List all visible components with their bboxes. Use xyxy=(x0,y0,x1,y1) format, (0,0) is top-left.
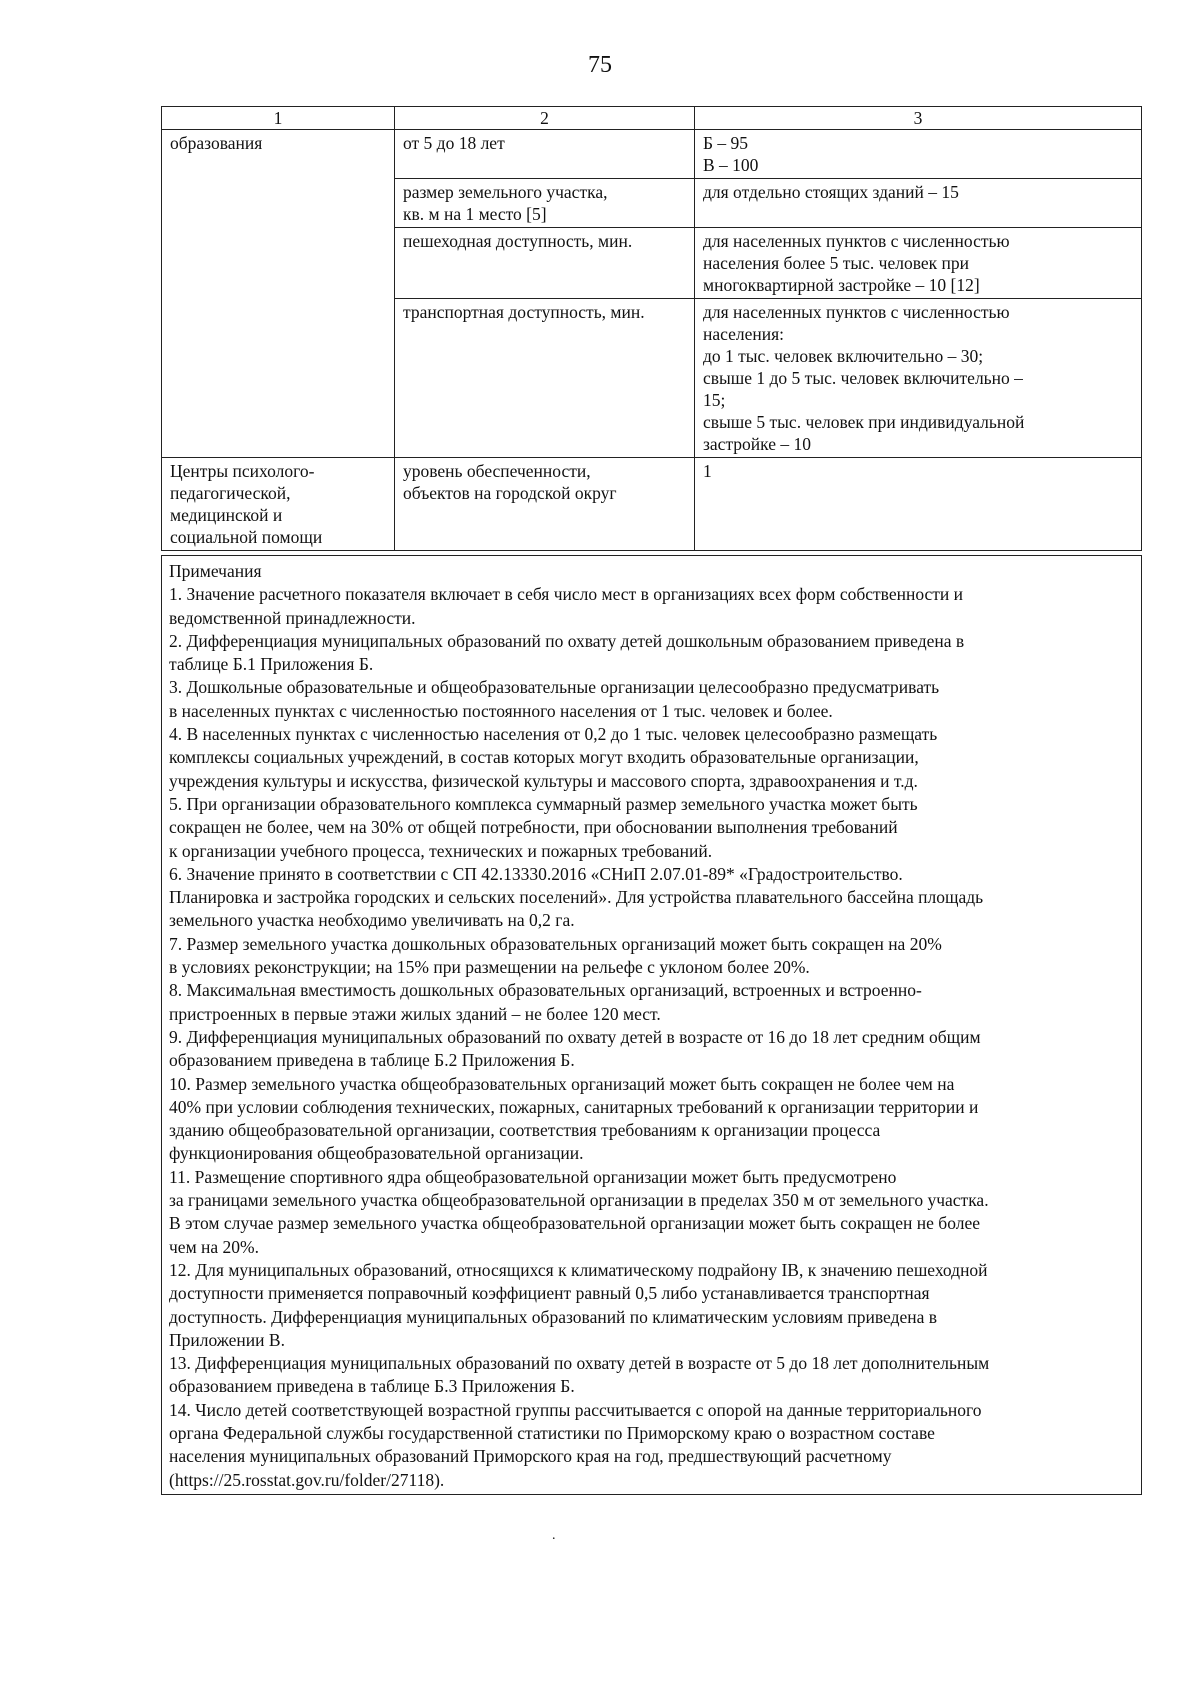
value-cell xyxy=(695,299,1142,458)
note-line: к организации учебного процесса, технических и пожарных требований. xyxy=(169,840,713,861)
value-line: многоквартирной застройке – 10 [12] xyxy=(703,275,980,295)
note-line: органа Федеральной службы государственной статистики по Приморскому краю о возрастном составе xyxy=(169,1422,935,1443)
note-item xyxy=(169,863,1135,933)
table-row xyxy=(162,130,1142,179)
note-line: доступности применяется поправочный коэффициент равный 0,5 либо устанавливается транспортная xyxy=(169,1283,930,1304)
note-line: (https://25.rosstat.gov.ru/folder/27118). xyxy=(169,1469,445,1490)
note-item xyxy=(169,1399,1135,1492)
value-line: до 1 тыс. человек включительно – 30; xyxy=(703,346,984,366)
note-line: комплексы социальных учреждений, в состав которых могут входить образовательные организации, xyxy=(169,747,919,768)
note-line: В этом случае размер земельного участка общеобразовательной организации может быть сокращен не более xyxy=(169,1213,980,1234)
category-line: медицинской и xyxy=(170,505,283,525)
note-item xyxy=(169,1259,1135,1352)
note-line: 14. Число детей соответствующей возрастной группы рассчитывается с опорой на данные территориального xyxy=(169,1399,982,1420)
category-cell xyxy=(162,130,395,458)
note-line: таблице Б.1 Приложения Б. xyxy=(169,654,374,675)
note-line: 3. Дошкольные образовательные и общеобразовательные организации целесообразно предусматривать xyxy=(169,677,940,698)
note-line: 11. Размещение спортивного ядра общеобразовательной организации может быть предусмотрено xyxy=(169,1166,897,1187)
standards-table xyxy=(161,106,1142,551)
value-line: населения: xyxy=(703,324,785,344)
parameter-cell: от 5 до 18 лет xyxy=(395,130,695,179)
note-line: в условиях реконструкции; на 15% при размещении на рельефе с уклоном более 20%. xyxy=(169,957,810,978)
value-line: В – 100 xyxy=(703,155,759,175)
note-line: 13. Дифференциация муниципальных образований по охвату детей в возрасте от 5 до 18 лет дополнительным xyxy=(169,1353,990,1374)
category-line: социальной помощи xyxy=(170,527,323,547)
value-line: застройке – 10 xyxy=(703,434,812,454)
value-cell xyxy=(695,130,1142,179)
value-line: свыше 1 до 5 тыс. человек включительно – xyxy=(703,368,1023,388)
note-line: 1. Значение расчетного показателя включает в себя число мест в организациях всех форм собственности и xyxy=(169,584,964,605)
note-line: 9. Дифференциация муниципальных образований по охвату детей в возрасте от 16 до 18 лет средним общим xyxy=(169,1026,981,1047)
note-line: ведомственной принадлежности. xyxy=(169,607,416,628)
stray-mark: . xyxy=(552,1528,556,1543)
parameter-line: пешеходная доступность, мин. xyxy=(403,231,633,251)
parameter-line: размер земельного участка, xyxy=(403,182,608,202)
category-line: Центры психолого- xyxy=(170,461,315,481)
notes-section xyxy=(161,555,1142,1495)
note-line: чем на 20%. xyxy=(169,1236,259,1257)
category-line: педагогической, xyxy=(170,483,291,503)
note-line: 4. В населенных пунктах с численностью населения от 0,2 до 1 тыс. человек целесообразно размещать xyxy=(169,724,938,745)
note-line: за границами земельного участка общеобразовательной организации в пределах 350 м от земельного участка. xyxy=(169,1190,989,1211)
note-item xyxy=(169,583,1135,630)
note-line: 10. Размер земельного участка общеобразовательных организаций может быть сокращен не более чем на xyxy=(169,1073,955,1094)
parameter-line: объектов на городской округ xyxy=(403,483,617,503)
note-line: населения муниципальных образований Приморского края на год, предшествующий расчетному xyxy=(169,1446,892,1467)
column-header: 1 xyxy=(162,107,395,130)
note-line: 2. Дифференциация муниципальных образований по охвату детей дошкольным образованием приведена в xyxy=(169,630,965,651)
parameter-cell xyxy=(395,299,695,458)
note-item xyxy=(169,933,1135,980)
note-item xyxy=(169,1166,1135,1259)
value-cell xyxy=(695,179,1142,228)
note-line: доступность. Дифференциация муниципальных образований по климатическим условиям приведена в xyxy=(169,1306,938,1327)
note-line: Планировка и застройка городских и сельских поселений». Для устройства плавательного бассейна площадь xyxy=(169,887,984,908)
value-cell: 1 xyxy=(695,458,1142,551)
note-line: 40% при условии соблюдения технических, пожарных, санитарных требований к организации территории и xyxy=(169,1096,979,1117)
note-line: учреждения культуры и искусства, физической культуры и массового спорта, здравоохранения и т.д. xyxy=(169,770,918,791)
note-line: 12. Для муниципальных образований, относящихся к климатическому подрайону IВ, к значению пешеходной xyxy=(169,1259,988,1280)
parameter-cell xyxy=(395,228,695,299)
note-item xyxy=(169,979,1135,1026)
note-line: земельного участка необходимо увеличивать на 0,2 га. xyxy=(169,910,575,931)
notes-list xyxy=(169,583,1135,1492)
note-item xyxy=(169,630,1135,677)
category-cell xyxy=(162,458,395,551)
value-line: свыше 5 тыс. человек при индивидуальной xyxy=(703,412,1025,432)
page-number: 75 xyxy=(588,52,612,78)
note-line: 5. При организации образовательного комплекса суммарный размер земельного участка может быть xyxy=(169,793,918,814)
category-label: образования xyxy=(170,133,263,153)
note-line: образованием приведена в таблице Б.2 Приложения Б. xyxy=(169,1050,575,1071)
column-header: 3 xyxy=(695,107,1142,130)
value-line: для населенных пунктов с численностью xyxy=(703,231,1010,251)
note-line: в населенных пунктах с численностью постоянного населения от 1 тыс. человек и более. xyxy=(169,700,833,721)
parameter-line: транспортная доступность, мин. xyxy=(403,302,645,322)
note-item xyxy=(169,676,1135,723)
note-line: пристроенных в первые этажи жилых зданий – не более 120 мест. xyxy=(169,1003,661,1024)
table-header-row xyxy=(162,107,1142,130)
value-line: для населенных пунктов с численностью xyxy=(703,302,1010,322)
note-item xyxy=(169,1352,1135,1399)
note-line: 6. Значение принято в соответствии с СП 42.13330.2016 «СНиП 2.07.01-89* «Градостроительство. xyxy=(169,863,903,884)
parameter-cell xyxy=(395,179,695,228)
table-row xyxy=(162,458,1142,551)
value-line: Б – 95 xyxy=(703,133,749,153)
parameter-cell xyxy=(395,458,695,551)
note-line: Приложении В. xyxy=(169,1329,285,1350)
parameter-line: уровень обеспеченности, xyxy=(403,461,591,481)
note-line: функционирования общеобразовательной организации. xyxy=(169,1143,584,1164)
note-item xyxy=(169,793,1135,863)
column-header: 2 xyxy=(395,107,695,130)
note-item xyxy=(169,1026,1135,1073)
note-line: зданию общеобразовательной организации, соответствия требованиям к организации процесса xyxy=(169,1120,881,1141)
note-item xyxy=(169,723,1135,793)
note-line: образованием приведена в таблице Б.3 Приложения Б. xyxy=(169,1376,575,1397)
note-item xyxy=(169,1073,1135,1166)
note-line: сокращен не более, чем на 30% от общей потребности, при обосновании выполнения требований xyxy=(169,817,898,838)
value-cell xyxy=(695,228,1142,299)
value-line: 15; xyxy=(703,390,726,410)
value-line: для отдельно стоящих зданий – 15 xyxy=(703,182,959,202)
parameter-line: кв. м на 1 место [5] xyxy=(403,204,547,224)
value-line: населения более 5 тыс. человек при xyxy=(703,253,969,273)
note-line: 8. Максимальная вместимость дошкольных образовательных организаций, встроенных и встроенно- xyxy=(169,980,922,1001)
note-line: 7. Размер земельного участка дошкольных образовательных организаций может быть сокращен на 20% xyxy=(169,933,942,954)
notes-title: Примечания xyxy=(169,561,262,581)
